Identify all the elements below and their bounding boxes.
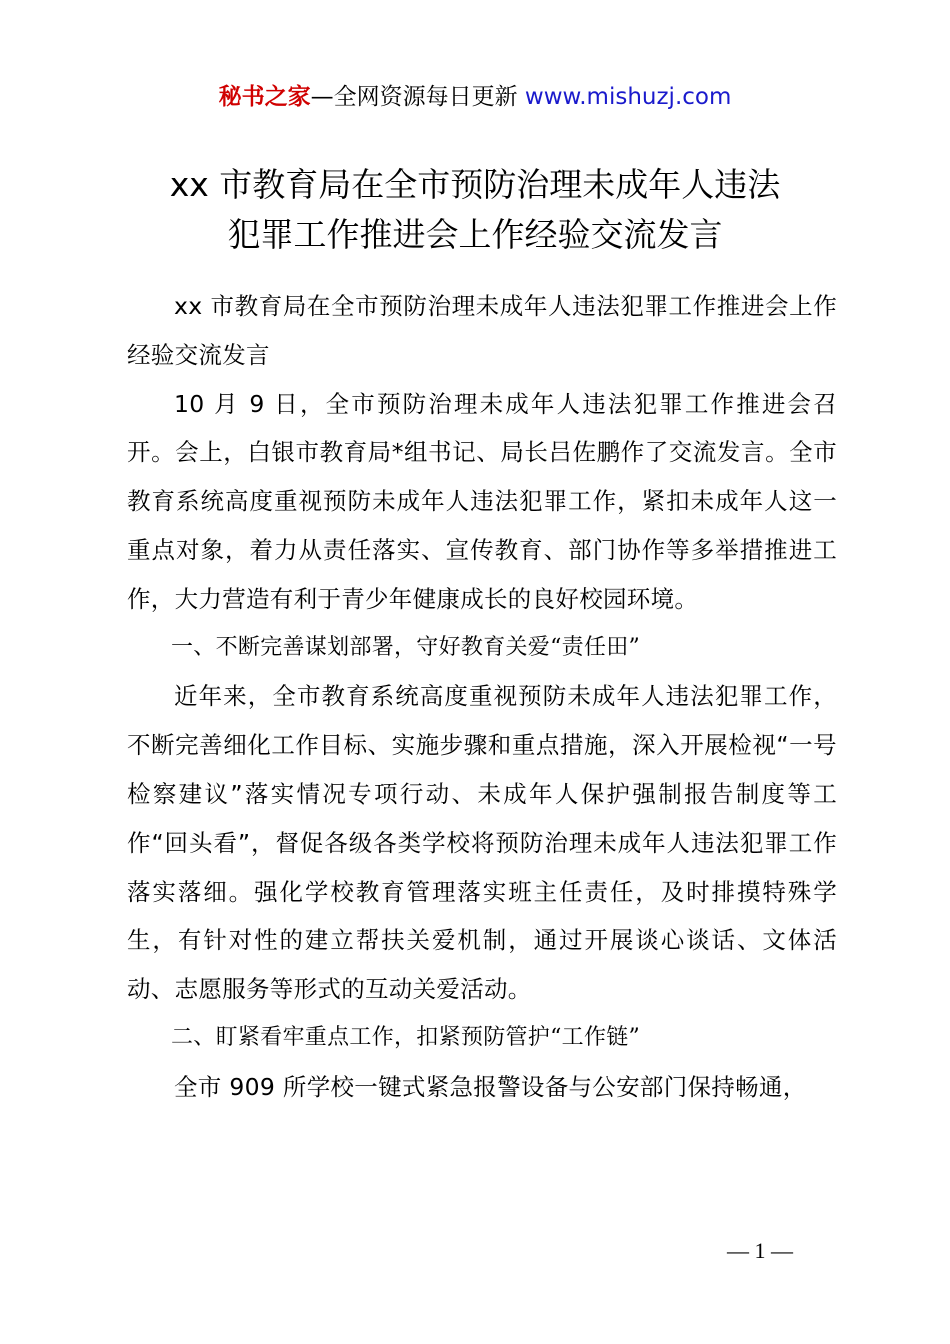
title-line-2: 犯罪工作推进会上作经验交流发言 — [227, 215, 723, 254]
page-number: — 1 — — [727, 1238, 793, 1263]
site-url-link[interactable]: www.mishuzj.com — [524, 84, 732, 110]
paragraph-section-1: 近年来，全市教育系统高度重视预防未成年人违法犯罪工作，不断完善细化工作目标、实施步骤和重点措施，深入开展检视“一号检察建议”落实情况专项行动、未成年人保护强制报告制度等工作“回头看”，督促各级各类学校将预防治理未成年人违法犯罪工作落实落细。强化学校教育管理落实班主任责任，及时排摸特殊学生，有针对性的建立帮扶关爱机制，通过开展谈心谈话、文体活动、志愿服务等形式的互动关爱活动。 — [127, 682, 837, 1004]
site-slogan: —全网资源每日更新 — [310, 84, 525, 110]
document-body — [127, 282, 837, 1112]
paragraph-section-2: 全市 909 所学校一键式紧急报警设备与公安部门保持畅通， — [174, 1072, 807, 1101]
title-line-1: xx 市教育局在全市预防治理未成年人违法 — [169, 165, 781, 204]
site-header — [0, 80, 950, 114]
section-heading-1: 一、不断完善谋划部署，守好教育关爱“责任田” — [171, 634, 641, 660]
site-brand: 秘书之家 — [218, 84, 311, 110]
section-heading-2: 二、盯紧看牢重点工作，扣紧预防管护“工作链” — [171, 1024, 641, 1050]
paragraph-intro: 10 月 9 日，全市预防治理未成年人违法犯罪工作推进会召开。会上，白银市教育局*组书记、局长吕佐鹏作了交流发言。全市教育系统高度重视预防未成年人违法犯罪工作，紧扣未成年人这一重点对象，着力从责任落实、宣传教育、部门协作等多举措推进工作，大力营造有利于青少年健康成长的良好校园环境。 — [127, 389, 837, 613]
paragraph-title-repeat: xx 市教育局在全市预防治理未成年人违法犯罪工作推进会上作经验交流发言 — [127, 292, 837, 369]
document-title — [60, 160, 890, 260]
